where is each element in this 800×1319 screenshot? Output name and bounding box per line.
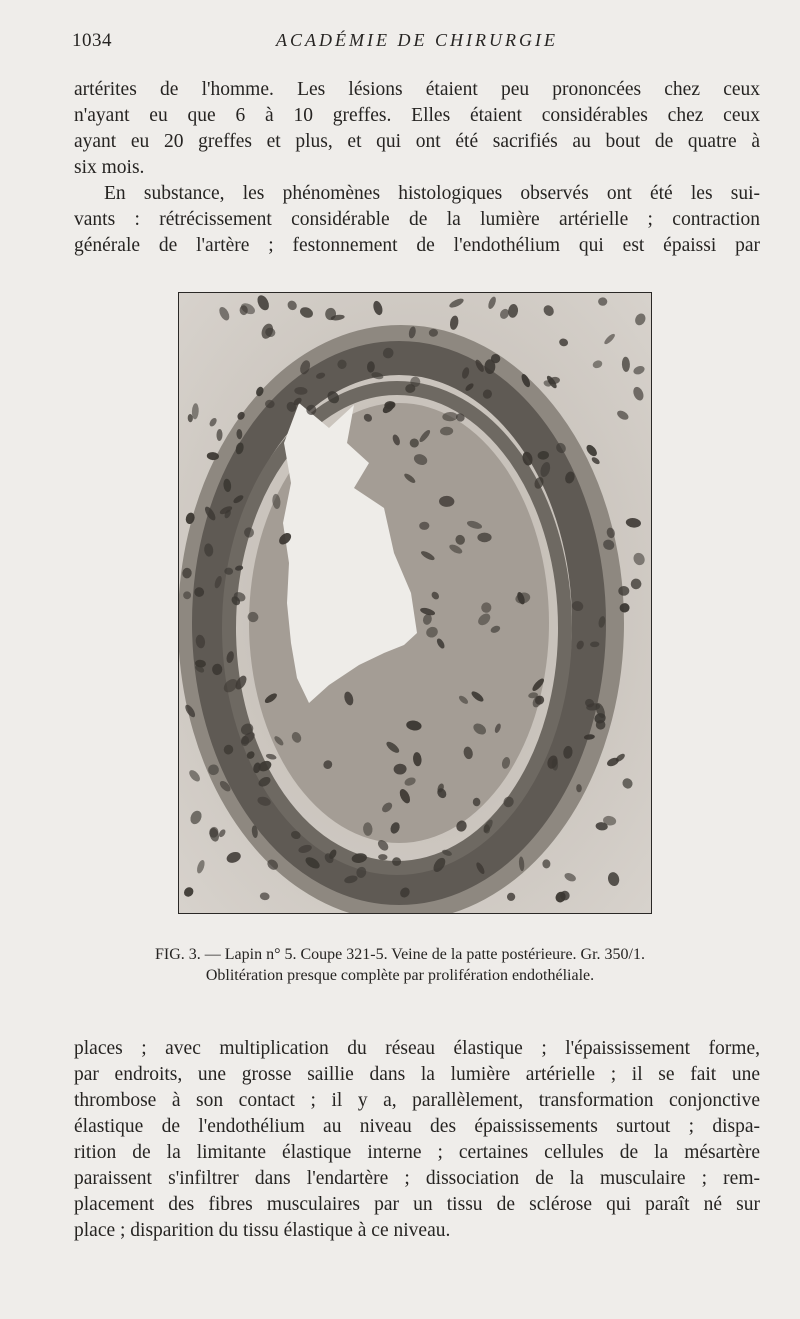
micrograph-illustration — [179, 293, 651, 913]
running-head: ACADÉMIE DE CHIRURGIE — [276, 30, 558, 50]
text-line: artérites de l'homme. Les lésions étaient peu prononcées chez ceux — [74, 79, 760, 100]
text-line: rition de la limitante élastique interne ; certaines cellules de la mésartère — [74, 1142, 760, 1163]
text-line: n'ayant eu que 6 à 10 greffes. Elles étaient considérables chez ceux — [74, 105, 760, 126]
page-number: 1034 — [72, 30, 112, 51]
paragraph-3 — [74, 1036, 760, 1244]
paragraph-1 — [74, 77, 760, 181]
cell-nucleus — [477, 533, 491, 543]
figure-caption-line-1: FIG. 3. — Lapin n° 5. Coupe 321-5. Veine de la patte postérieure. Gr. 350/1. — [154, 946, 645, 963]
text-line: En substance, les phénomènes histologiques observés ont été les sui- — [104, 183, 760, 204]
text-line: place ; disparition du tissu élastique à ce niveau. — [74, 1220, 451, 1241]
text-line: placement des fibres musculaires par un tissu de sclérose qui paraît né sur — [74, 1194, 760, 1215]
cell-nucleus — [485, 359, 496, 374]
text-line: élastique de l'endothélium au niveau des épaississements surtout ; dispa- — [74, 1116, 760, 1137]
text-line: vants : rétrécissement considérable de la lumière artérielle ; contraction — [74, 209, 760, 230]
text-line: thrombose à son contact ; il y a, parallèlement, transformation conjonctive — [74, 1090, 760, 1111]
text-line: six mois. — [74, 157, 145, 178]
text-line: paraissent s'infiltrer dans l'endartère ; dissociation de la musculaire ; rem- — [74, 1168, 760, 1189]
text-line: par endroits, une grosse saillie dans la lumière artérielle ; il se fait une — [74, 1064, 760, 1085]
histology-micrograph — [178, 292, 652, 914]
text-line: ayant eu 20 greffes et plus, et qui ont été sacrifiés au bout de quatre à — [74, 131, 760, 152]
page-header — [72, 30, 762, 58]
text-line: générale de l'artère ; festonnement de l'endothélium qui est épaissi par — [74, 235, 760, 256]
figure-caption-line-2: Oblitération presque complète par prolifération endothéliale. — [205, 967, 595, 984]
paragraph-2 — [74, 181, 760, 259]
text-line: places ; avec multiplication du réseau élastique ; l'épaississement forme, — [74, 1038, 760, 1059]
